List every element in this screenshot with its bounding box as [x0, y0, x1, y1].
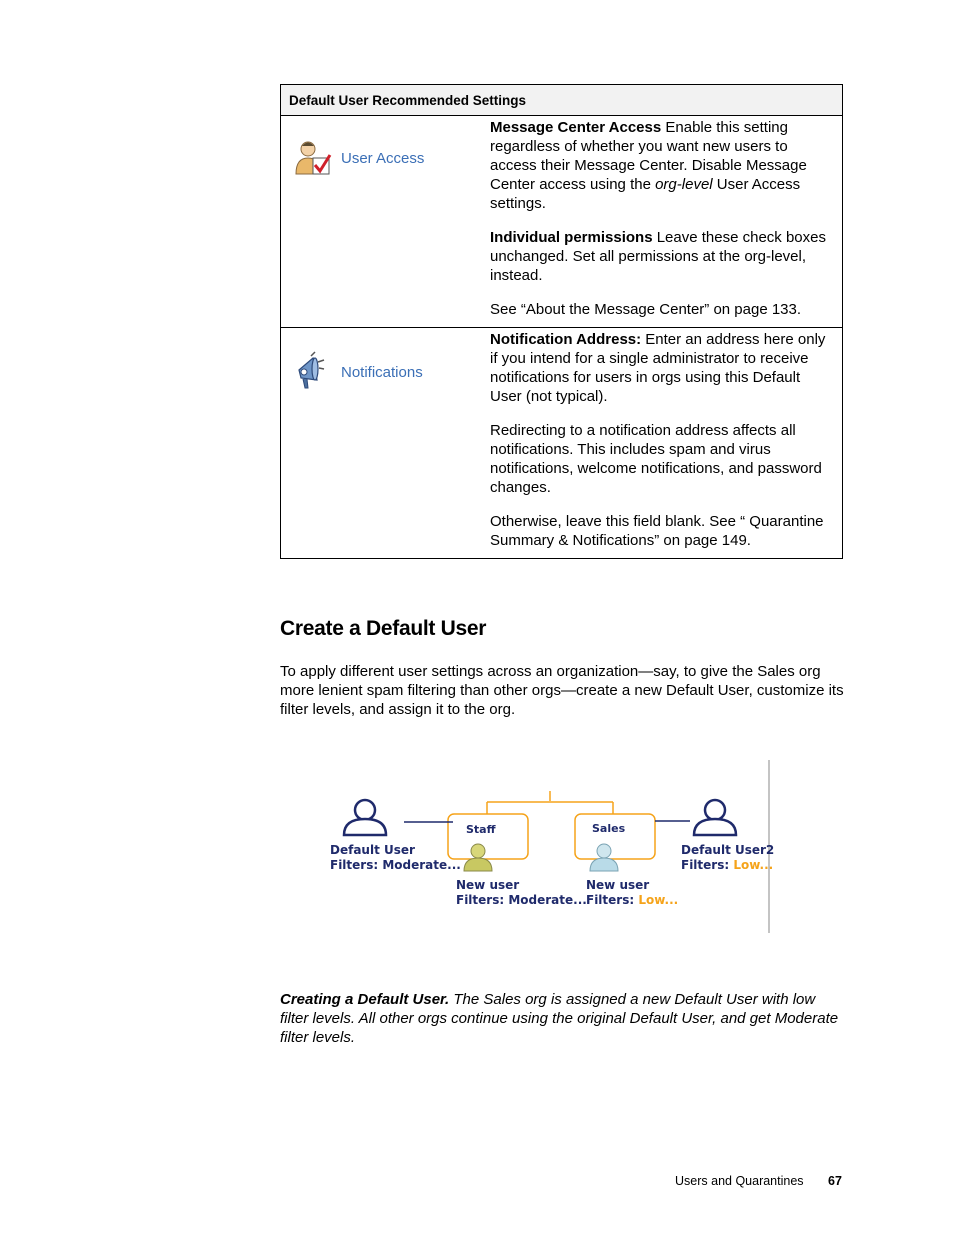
page-number: 67 — [828, 1174, 842, 1188]
sales-org-label: Sales — [592, 822, 626, 835]
default-user-filters: Filters: Moderate... — [330, 858, 461, 872]
individual-permissions-paragraph: Individual permissions Leave these check boxes unchanged. Set all permissions at the org-level, instead. — [490, 229, 826, 284]
default-user2-name: Default User2 — [681, 843, 775, 857]
user-access-label: User Access — [341, 149, 425, 167]
notifications-description — [482, 328, 843, 559]
staff-new-user-label: New user — [456, 878, 520, 892]
staff-new-user-filters: Filters: Moderate... — [456, 893, 587, 907]
staff-org-box — [448, 814, 528, 859]
otherwise-paragraph: Otherwise, leave this field blank. See “ Quarantine Summary & Notifications” on page 149. — [490, 513, 824, 549]
user-access-icon — [293, 138, 333, 178]
table-header: Default User Recommended Settings — [281, 85, 843, 116]
table-row — [281, 116, 843, 328]
sales-new-user-label: New user — [586, 878, 650, 892]
section-title: Create a Default User — [280, 617, 487, 640]
default-user-name: Default User — [330, 843, 415, 857]
notification-address-paragraph: Notification Address: Enter an address here only if you intend for a single administrator to receive notifications for users in orgs using this Default User (not typical). — [490, 331, 826, 405]
sales-org-box — [575, 814, 655, 859]
notifications-label: Notifications — [341, 363, 423, 381]
footer-section: Users and Quarantines — [675, 1174, 804, 1188]
notifications-cell — [281, 328, 483, 559]
staff-org-label: Staff — [466, 823, 496, 836]
default-user-icon — [344, 800, 386, 835]
sales-new-user-filters: Filters: Low... — [586, 893, 679, 907]
redirecting-paragraph: Redirecting to a notification address affects all notifications. This includes spam and virus notifications, welcome notifications, and password changes. — [490, 422, 822, 496]
see-also-paragraph: See “About the Message Center” on page 133. — [490, 301, 802, 318]
user-access-description — [482, 116, 843, 328]
message-center-access-paragraph: Message Center Access Enable this setting regardless of whether you want new users to access their Message Center. Disable Message Center access using the org-level User Access settings. — [490, 119, 807, 212]
default-user2-icon — [694, 800, 736, 835]
notifications-megaphone-icon — [293, 350, 333, 394]
default-user-settings-table — [280, 84, 843, 559]
body-paragraph: To apply different user settings across an organization—say, to give the Sales org more lenient spam filtering than other orgs—create a new Default User, customize its filter levels, and assign it to the org. — [280, 663, 844, 718]
user-access-cell — [281, 116, 483, 328]
default-user-diagram — [320, 755, 780, 940]
figure-caption: Creating a Default User. The Sales org is assigned a new Default User with low filter levels. All other orgs continue using the original Default User, and get Moderate filter levels. — [280, 991, 839, 1046]
default-user2-filters: Filters: Low... — [681, 858, 774, 872]
table-row — [281, 328, 843, 559]
